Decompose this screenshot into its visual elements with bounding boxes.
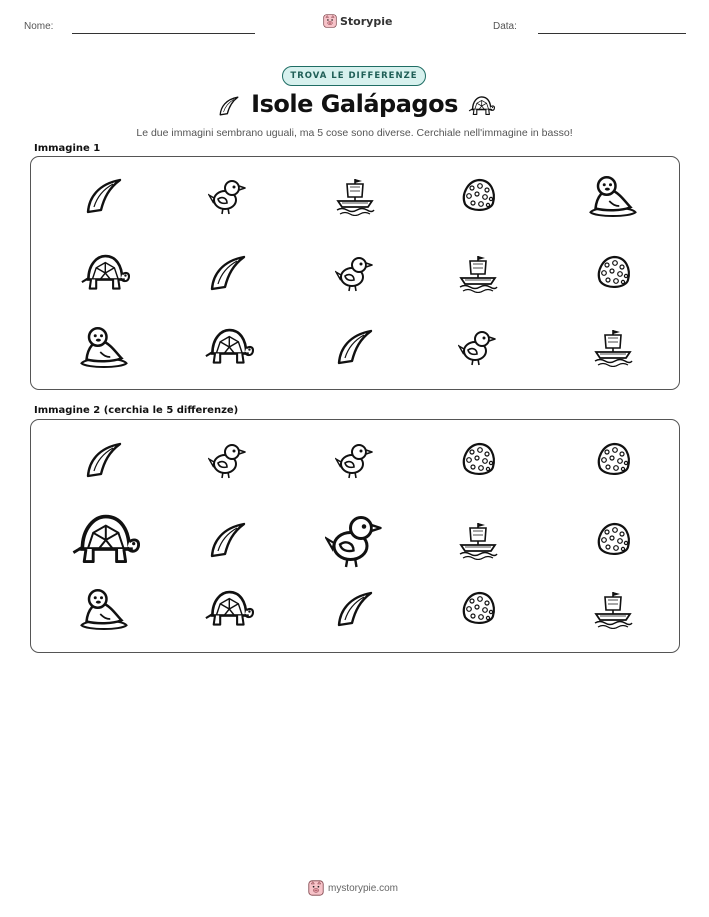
coral-icon[interactable] (458, 589, 498, 629)
instructions: Le due immagini sembrano uguali, ma 5 cose sono diverse. Cerchiale nell'immagine in basso! (136, 127, 573, 139)
seal-icon (588, 171, 638, 221)
coral-icon (458, 176, 498, 216)
tortoise-icon (78, 247, 130, 299)
ship-icon[interactable] (593, 589, 633, 629)
ship-icon (335, 176, 375, 216)
page-title: Isole Galápagos (251, 90, 458, 118)
fin-icon[interactable] (335, 589, 375, 629)
fin-icon (208, 253, 248, 293)
name-line[interactable] (72, 33, 255, 34)
tortoise-icon (202, 321, 254, 373)
name-label: Nome: (24, 21, 54, 32)
fin-icon[interactable] (208, 520, 248, 560)
bird-icon (335, 253, 375, 293)
bird-icon[interactable] (335, 440, 375, 480)
bird-icon[interactable] (208, 440, 248, 480)
ship-icon[interactable] (458, 520, 498, 560)
brand-logo (323, 14, 392, 28)
storypie-pig-icon (323, 14, 337, 28)
tortoise-icon[interactable] (68, 504, 140, 576)
brand-name: Storypie (340, 14, 393, 28)
tortoise-icon[interactable] (202, 583, 254, 635)
image2-label: Immagine 2 (cerchia le 5 differenze) (34, 405, 239, 416)
date-label: Data: (493, 21, 517, 32)
bird-icon[interactable] (325, 510, 385, 570)
seal-icon (79, 322, 129, 372)
coral-icon[interactable] (593, 520, 633, 560)
tortoise-icon (464, 92, 498, 120)
storypie-pig-icon (308, 880, 324, 896)
bird-icon (208, 176, 248, 216)
fin-icon[interactable] (84, 440, 124, 480)
footer-url: mystorypie.com (328, 882, 399, 894)
image1-label: Immagine 1 (34, 143, 101, 154)
coral-icon[interactable] (593, 440, 633, 480)
coral-icon (593, 253, 633, 293)
date-line[interactable] (538, 33, 686, 34)
coral-icon[interactable] (458, 440, 498, 480)
fin-icon (335, 327, 375, 367)
seal-icon[interactable] (79, 584, 129, 634)
worksheet-badge: TROVA LE DIFFERENZE (282, 66, 426, 86)
fin-icon (84, 176, 124, 216)
ship-icon (593, 327, 633, 367)
footer (308, 880, 398, 896)
bird-icon (458, 327, 498, 367)
ship-icon (458, 253, 498, 293)
